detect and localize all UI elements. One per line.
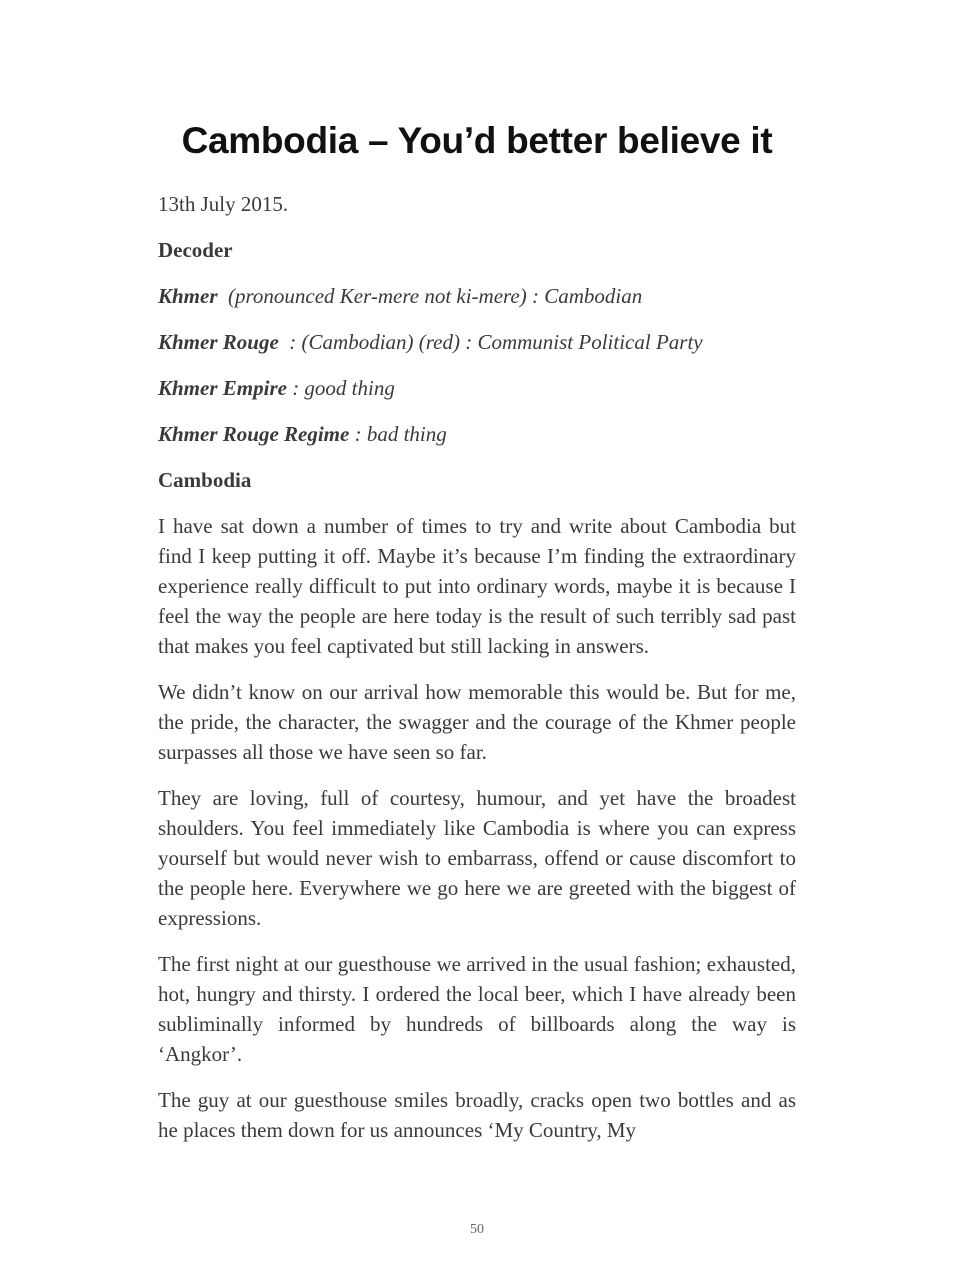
section-heading: Cambodia: [158, 468, 252, 492]
date-line: 13th July 2015.: [158, 192, 289, 216]
decoder-entry: [158, 327, 796, 357]
decoder-term: Khmer: [158, 284, 218, 308]
decoder-definition: : bad thing: [354, 422, 447, 446]
document-body: [158, 189, 796, 1161]
decoder-entry: [158, 373, 796, 403]
decoder-definition: (pronounced Ker-mere not ki-mere) : Cambodian: [228, 284, 643, 308]
body-paragraph: The guy at our guesthouse smiles broadly, cracks open two bottles and as he places them down for us announces ‘My Country, My: [158, 1088, 796, 1142]
decoder-term: Khmer Rouge: [158, 330, 279, 354]
body-paragraph: We didn’t know on our arrival how memorable this would be. But for me, the pride, the character, the swagger and the courage of the Khmer people surpasses all those we have seen so far.: [158, 680, 796, 764]
decoder-entry: [158, 281, 796, 311]
decoder-definition: : (Cambodian) (red) : Communist Political Party: [289, 330, 703, 354]
page-number: 50: [470, 1222, 484, 1237]
body-paragraph: The first night at our guesthouse we arrived in the usual fashion; exhausted, hot, hungry and thirsty. I ordered the local beer, which I have already been subliminally informed by hundreds of billboards along the way is ‘Angkor’.: [158, 952, 796, 1066]
decoder-definition: : good thing: [292, 376, 395, 400]
decoder-entry: [158, 419, 796, 449]
decoder-term: Khmer Empire: [158, 376, 287, 400]
body-paragraph: They are loving, full of courtesy, humour, and yet have the broadest shoulders. You feel immediately like Cambodia is where you can express yourself but would never wish to embarrass, offend or cause discomfort to the people here. Everywhere we go here we are greeted with the biggest of expressions.: [158, 786, 796, 930]
body-paragraph: I have sat down a number of times to try and write about Cambodia but find I keep putting it off. Maybe it’s because I’m finding the extraordinary experience really difficult to put into ordinary words, maybe it is because I feel the way the people are here today is the result of such terribly sad past that makes you feel captivated but still lacking in answers.: [158, 514, 796, 658]
page-title: Cambodia – You’d better believe it: [181, 120, 773, 161]
decoder-term: Khmer Rouge Regime: [158, 422, 350, 446]
decoder-heading: Decoder: [158, 238, 233, 262]
